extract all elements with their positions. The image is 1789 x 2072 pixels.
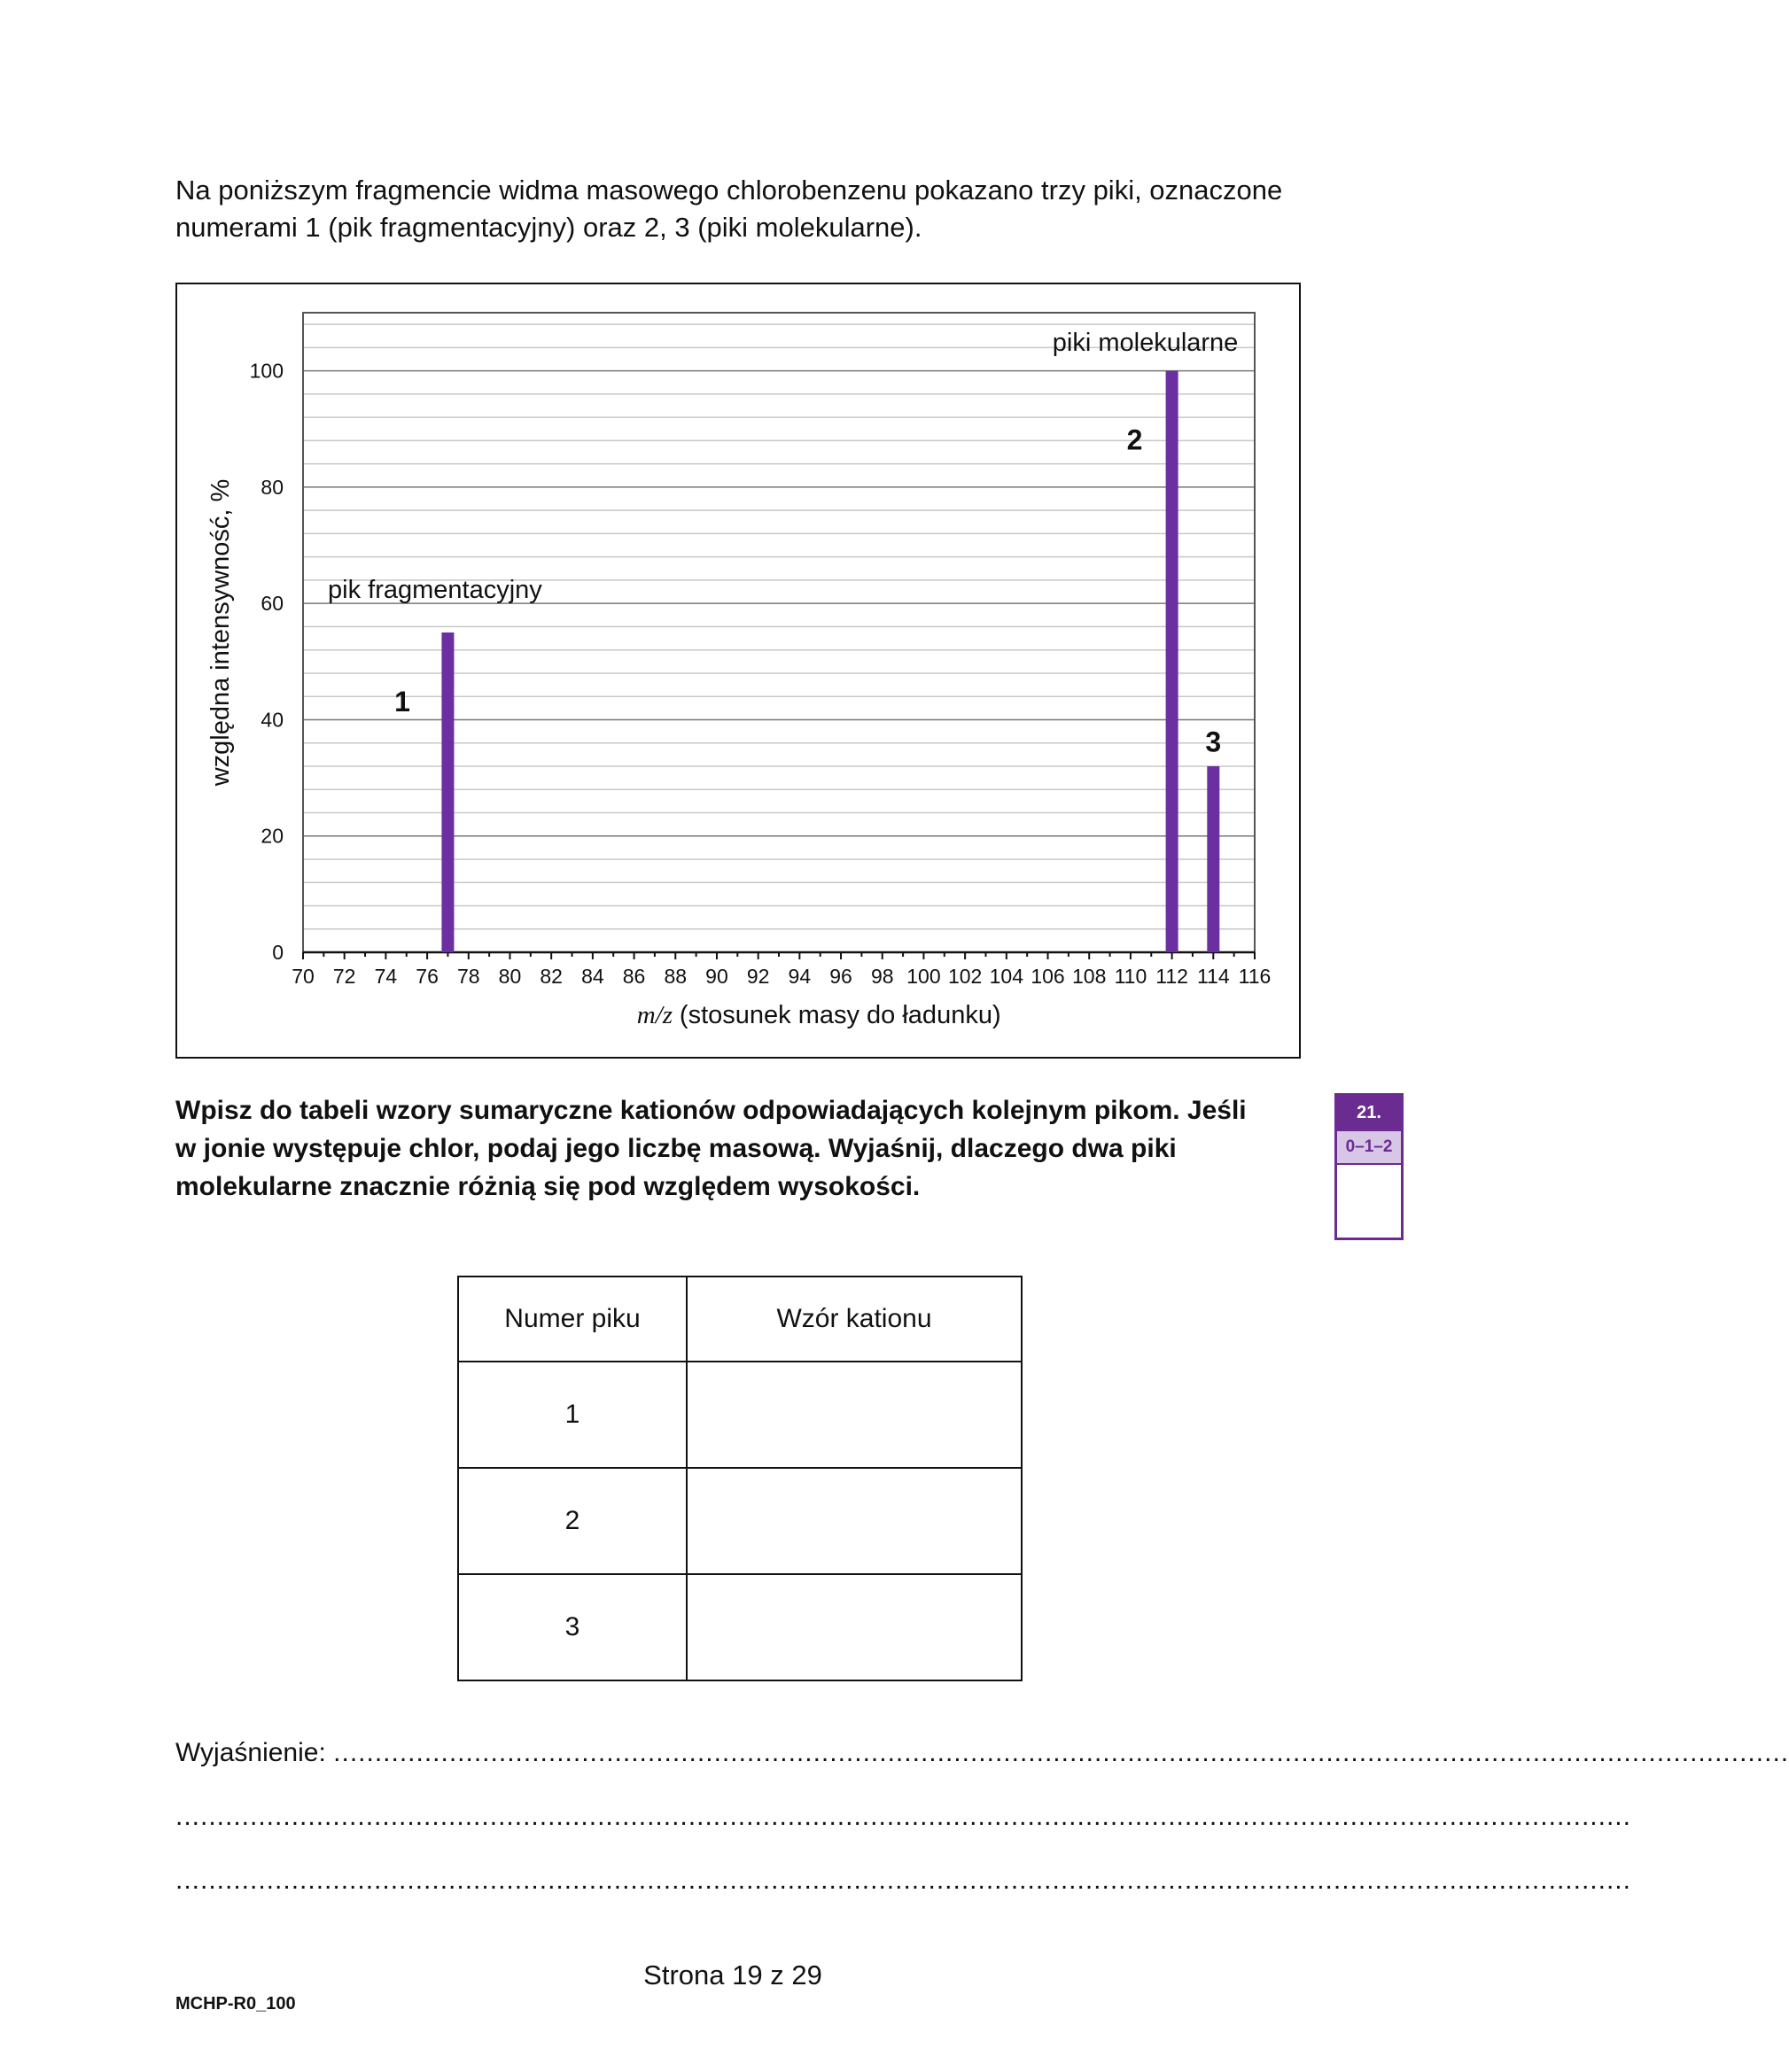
- peak-number-cell: 3: [458, 1574, 687, 1680]
- y-tick-label: 60: [261, 592, 284, 616]
- explanation-line-3[interactable]: [175, 1866, 1631, 1896]
- mass-spectrum-chart-frame: [175, 283, 1301, 1059]
- x-tick-label: 108: [1072, 965, 1107, 988]
- x-tick-label: 74: [374, 965, 398, 988]
- score-range: 0–1–2: [1337, 1129, 1401, 1165]
- page-number: Strona 19 z 29: [643, 1959, 822, 1991]
- molecular-peaks-annotation: piki molekularne: [1052, 328, 1239, 357]
- formula-cell[interactable]: [687, 1362, 1022, 1468]
- x-tick-label: 114: [1196, 965, 1230, 988]
- y-tick-label: 40: [261, 708, 284, 732]
- x-tick-label: 110: [1114, 965, 1147, 988]
- x-axis-label-description: (stosunek masy do ładunku): [679, 1001, 1001, 1029]
- peak-number-cell: 2: [458, 1468, 687, 1574]
- x-tick-label: 86: [622, 965, 646, 988]
- table-header-row: [458, 1277, 1022, 1362]
- task-number: 21.: [1337, 1096, 1401, 1129]
- x-tick-label: 96: [829, 965, 852, 988]
- formula-cell[interactable]: [687, 1468, 1022, 1574]
- x-tick-label: 104: [989, 965, 1024, 988]
- y-tick-label: 100: [249, 359, 284, 383]
- x-tick-label: 112: [1155, 965, 1188, 988]
- x-tick-label: 100: [906, 965, 941, 988]
- y-tick-label: 80: [261, 475, 284, 499]
- x-tick-label: 82: [540, 965, 563, 988]
- score-entry-field[interactable]: [1337, 1165, 1401, 1241]
- explanation-label: Wyjaśnienie:: [175, 1738, 326, 1767]
- task-line-1: Wpisz do tabeli wzory sumaryczne kationów odpowiadających kolejnym pikom. Jeśli: [175, 1096, 1247, 1125]
- spectrum-peak-bar: [1166, 371, 1178, 952]
- peak-number-cell: 1: [458, 1362, 687, 1468]
- mass-spectrum-chart: [177, 284, 1299, 1057]
- x-axis-label-variable: m/z: [636, 1001, 673, 1029]
- explanation-line-1[interactable]: [175, 1738, 1789, 1768]
- table-row: [458, 1362, 1022, 1468]
- x-tick-label: 84: [581, 965, 604, 988]
- answer-dots: ................................................................................................................................................................................: [333, 1738, 1789, 1767]
- x-tick-label: 78: [456, 965, 480, 988]
- peak-number-label: 3: [1205, 726, 1222, 758]
- header-cation-formula: Wzór kationu: [687, 1277, 1022, 1362]
- spectrum-peak-bar: [441, 632, 454, 952]
- task-line-3: molekularne znacznie różnią się pod względem wysokości.: [175, 1172, 921, 1201]
- task-line-2: w jonie występuje chlor, podaj jego liczbę masową. Wyjaśnij, dlaczego dwa piki: [175, 1134, 1177, 1163]
- table-row: [458, 1468, 1022, 1574]
- x-tick-label: 98: [870, 965, 894, 988]
- x-tick-label: 76: [416, 965, 439, 988]
- formula-cell[interactable]: [687, 1574, 1022, 1680]
- exam-code: MCHP-R0_100: [175, 1994, 296, 2014]
- x-tick-label: 88: [664, 965, 688, 988]
- peak-number-label: 1: [394, 685, 410, 718]
- task-instruction: [175, 1091, 1292, 1206]
- intro-line-1: Na poniższym fragmencie widma masowego chlorobenzenu pokazano trzy piki, oznaczone: [175, 175, 1283, 206]
- y-tick-label: 0: [272, 941, 284, 964]
- x-tick-label: 92: [746, 965, 770, 988]
- table-row: [458, 1574, 1022, 1680]
- y-tick-label: 20: [261, 824, 284, 848]
- x-tick-label: 102: [947, 965, 983, 988]
- y-axis-label: względna intensywność, %: [206, 478, 235, 787]
- peak-number-label: 2: [1126, 423, 1143, 456]
- answer-dots: ................................................................................................................................................................................: [175, 1802, 1631, 1831]
- header-peak-number: Numer piku: [458, 1277, 687, 1362]
- x-tick-label: 106: [1031, 965, 1065, 988]
- x-tick-label: 72: [332, 965, 356, 988]
- answer-dots: ................................................................................................................................................................................: [175, 1866, 1631, 1895]
- x-tick-label: 94: [788, 965, 812, 988]
- explanation-line-2[interactable]: [175, 1802, 1631, 1832]
- score-box: [1334, 1093, 1404, 1240]
- fragment-peak-annotation: pik fragmentacyjny: [328, 576, 542, 605]
- x-tick-label: 80: [498, 965, 522, 988]
- spectrum-peak-bar: [1207, 766, 1219, 952]
- intro-line-2: numerami 1 (pik fragmentacyjny) oraz 2, 3 (piki molekularne).: [175, 212, 922, 243]
- answer-table: [457, 1276, 1023, 1681]
- x-tick-label: 90: [705, 965, 728, 988]
- x-tick-label: 70: [292, 965, 315, 988]
- intro-text: [175, 172, 1327, 246]
- x-tick-label: 116: [1238, 965, 1272, 988]
